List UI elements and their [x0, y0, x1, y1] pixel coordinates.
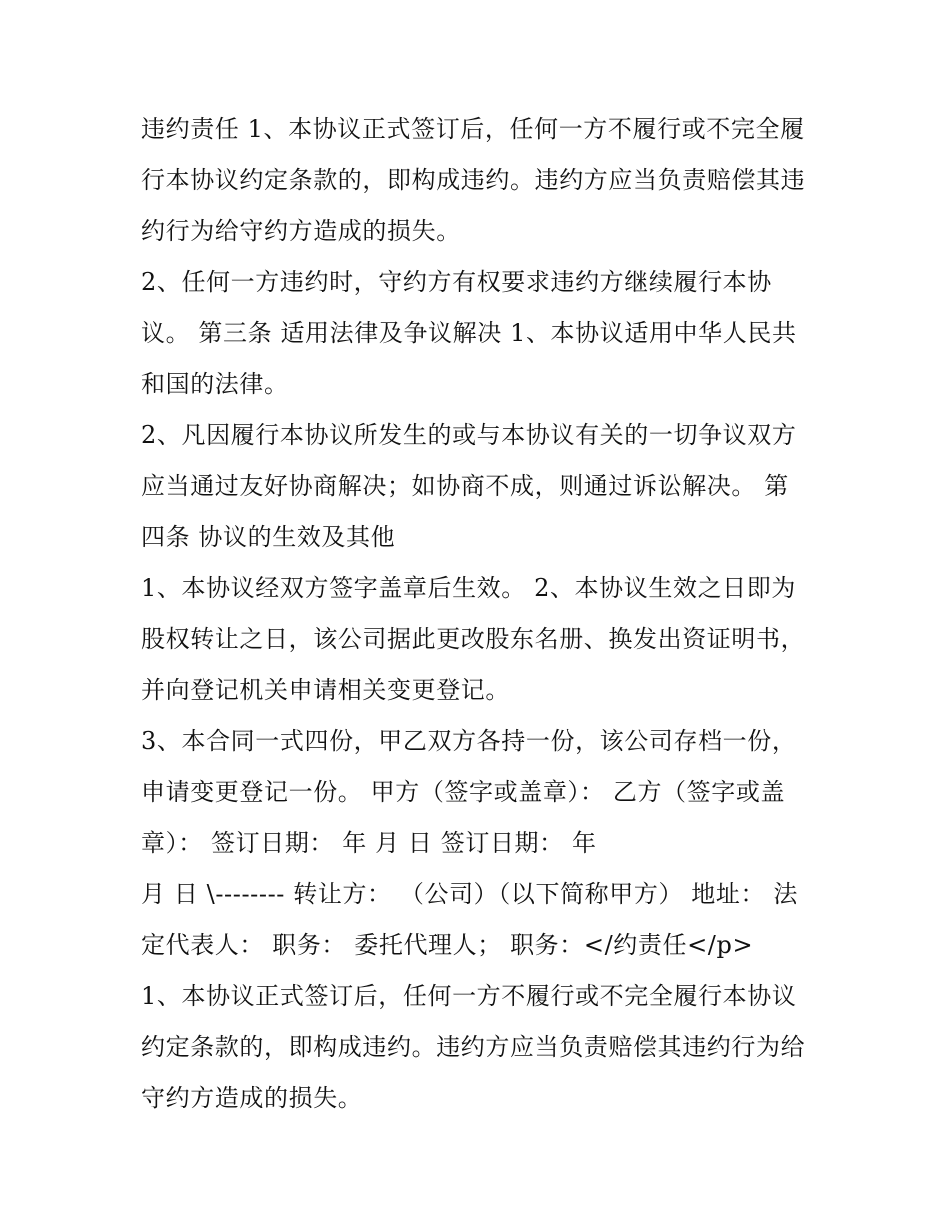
text-line: 股权转让之日，该公司据此更改股东名册、换发出资证明书， [141, 625, 806, 653]
text-line: 守约方造成的损失。 [141, 1084, 363, 1112]
text-line: 行本协议约定条款的，即构成违约。违约方应当负责赔偿其违 [141, 166, 806, 194]
text-line: 1、本协议经双方签字盖章后生效。 2、本协议生效之日即为 [141, 574, 796, 602]
text-line: 约定条款的，即构成违约。违约方应当负责赔偿其违约行为给 [141, 1033, 806, 1061]
text-line: 定代表人： 职务： 委托代理人； 职务：</约责任</p> [141, 931, 754, 959]
text-line: 应当通过友好协商解决；如协商不成，则通过诉讼解决。 第 [141, 472, 789, 500]
text-line: 月 日 \-------- 转让方： （公司）（以下简称甲方） 地址： 法 [141, 880, 798, 908]
text-line: 并向登记机关申请相关变更登记。 [141, 676, 510, 704]
text-line: 2、任何一方违约时，守约方有权要求违约方继续履行本协 [141, 268, 772, 296]
text-line: 约行为给守约方造成的损失。 [141, 217, 461, 245]
text-line: 3、本合同一式四份，甲乙双方各持一份，该公司存档一份， [141, 727, 797, 755]
text-line: 2、凡因履行本协议所发生的或与本协议有关的一切争议双方 [141, 421, 797, 449]
text-line: 和国的法律。 [141, 370, 289, 398]
text-line: 章）： 签订日期： 年 月 日 签订日期： 年 [141, 829, 597, 857]
document-page [141, 104, 821, 1124]
text-line: 1、本协议正式签订后，任何一方不履行或不完全履行本协议 [141, 982, 797, 1010]
text-line: 违约责任 1、本协议正式签订后，任何一方不履行或不完全履 [141, 115, 805, 143]
text-line: 四条 协议的生效及其他 [141, 523, 396, 551]
text-line: 议。 第三条 适用法律及争议解决 1、本协议适用中华人民共 [141, 319, 797, 347]
text-line: 申请变更登记一份。 甲方（签字或盖章）： 乙方（签字或盖 [141, 778, 786, 806]
